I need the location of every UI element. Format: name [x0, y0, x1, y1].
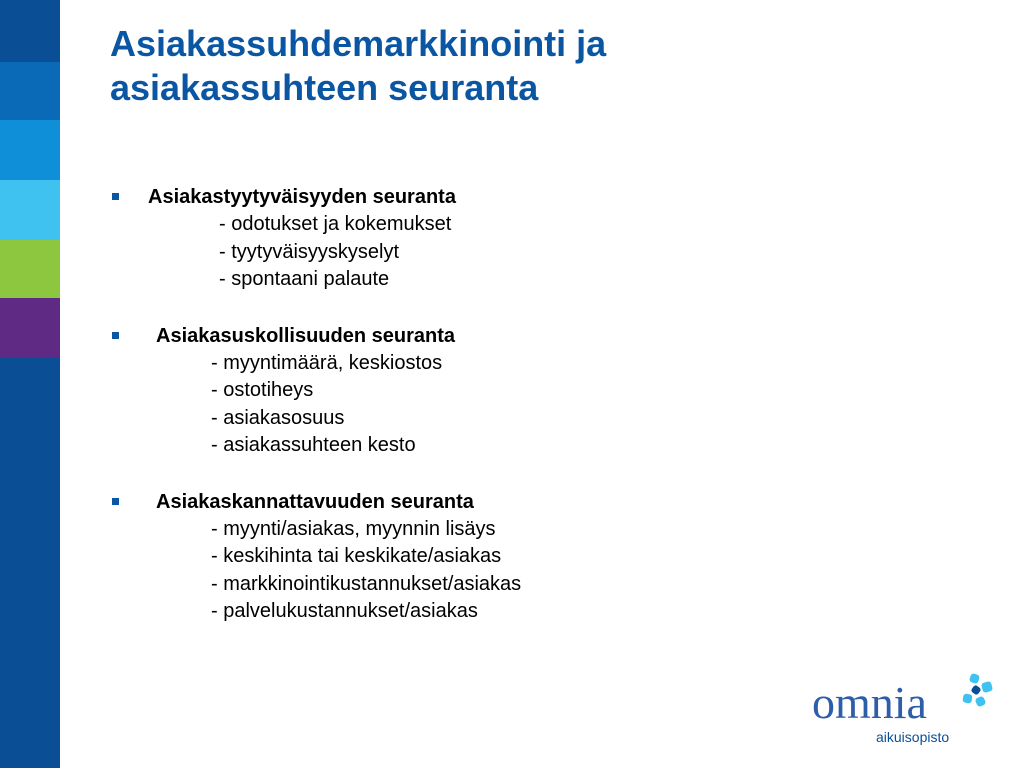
bullet-section-satisfaction [110, 183, 930, 294]
bullet-heading: Asiakasuskollisuuden seuranta [156, 324, 456, 347]
sub-item: - myynti/asiakas, myynnin lisäys [211, 517, 496, 540]
stripe-segment-purple [0, 298, 60, 358]
square-bullet-icon [112, 193, 119, 200]
bullet-heading-row [110, 183, 930, 211]
bullet-heading-row [110, 488, 930, 516]
logo-wordmark: omnia [812, 677, 927, 728]
bullet-list [110, 183, 930, 654]
slide-title-line-2: asiakassuhteen seuranta [110, 67, 539, 108]
sub-item: - keskihinta tai keskikate/asiakas [211, 545, 502, 567]
logo-subtitle: aikuisopisto [876, 729, 950, 745]
bullet-section-profitability [110, 488, 930, 626]
sub-item: - asiakasosuus [211, 406, 345, 429]
omnia-logo [812, 672, 1002, 752]
sub-item: - spontaani palaute [219, 268, 390, 290]
sub-item: - asiakassuhteen kesto [211, 434, 416, 456]
sub-item: - palvelukustannukset/asiakas [211, 600, 478, 622]
stripe-segment-blue [0, 62, 60, 120]
bullet-heading-row [110, 322, 930, 350]
sub-item: - markkinointikustannukset/asiakas [211, 572, 522, 595]
sub-item: - tyytyväisyyskyselyt [219, 240, 400, 263]
bullet-section-loyalty [110, 322, 930, 460]
stripe-segment-mid-blue [0, 120, 60, 180]
stripe-segment-dark-blue [0, 0, 60, 62]
slide-title-line-1: Asiakassuhdemarkkinointi ja [110, 23, 607, 64]
sub-item: - odotukset ja kokemukset [219, 213, 452, 235]
bullet-heading: Asiakaskannattavuuden seuranta [156, 490, 474, 513]
slide-title [110, 22, 990, 110]
sub-item: - myyntimäärä, keskiostos [211, 351, 443, 374]
square-bullet-icon [112, 498, 119, 505]
bullet-heading: Asiakastyytyväisyyden seuranta [148, 186, 456, 208]
stripe-segment-light-blue [0, 180, 60, 240]
omnia-logo-mark-icon [958, 672, 998, 712]
left-color-stripe [0, 0, 60, 768]
stripe-segment-dark-blue-bottom [0, 358, 60, 768]
stripe-segment-green [0, 240, 60, 298]
square-bullet-icon [112, 332, 119, 339]
sub-item: - ostotiheys [211, 379, 314, 401]
